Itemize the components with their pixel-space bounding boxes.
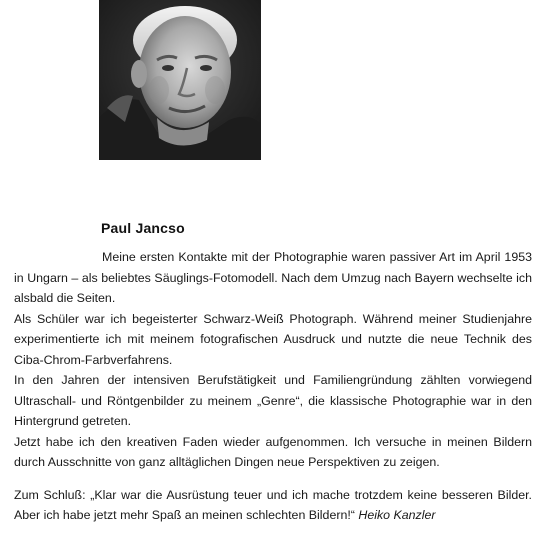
bio-paragraph-3: In den Jahren der intensiven Berufstätigkeit und Familiengründung zählten vorwiegend Ultraschall- und Röntgenbilder zu meinem „Genre“, die klassische Photographie war in den Hintergrund getreten. — [14, 373, 532, 428]
paragraph-spacer — [14, 473, 532, 485]
bio-paragraph-1: Meine ersten Kontakte mit der Photographie waren passiver Art im April 1953 in Ungarn – als beliebtes Säuglings-Fotomodell. Nach dem Umzug nach Bayern wechselte ich alsbald die Seiten. — [14, 250, 532, 305]
bio-paragraph-2: Als Schüler war ich begeisterter Schwarz-Weiß Photograph. Während meiner Studienjahre experimentierte ich mit meinem fotografischen Ausdruck und nutzte die neue Technik des Ciba-Chrom-Farbverfahrens. — [14, 311, 532, 367]
bio-paragraph-4: Jetzt habe ich den kreativen Faden wieder aufgenommen. Ich versuche in meinen Bildern durch Ausschnitte von ganz alltäglichen Dingen neue Perspektiven zu zeigen. — [14, 434, 532, 469]
quote-author: Heiko Kanzler — [358, 508, 436, 522]
author-name: Paul Jancso — [101, 220, 185, 236]
closing-quote — [14, 485, 532, 526]
portrait-photo-icon — [99, 0, 261, 160]
quote-text: Zum Schluß: „Klar war die Ausrüstung teuer und ich mache trotzdem keine besseren Bilder. Aber ich habe jetzt mehr Spaß an meinen schlechten Bildern!“ — [14, 487, 532, 522]
author-biography — [14, 247, 532, 526]
author-portrait — [99, 0, 261, 160]
